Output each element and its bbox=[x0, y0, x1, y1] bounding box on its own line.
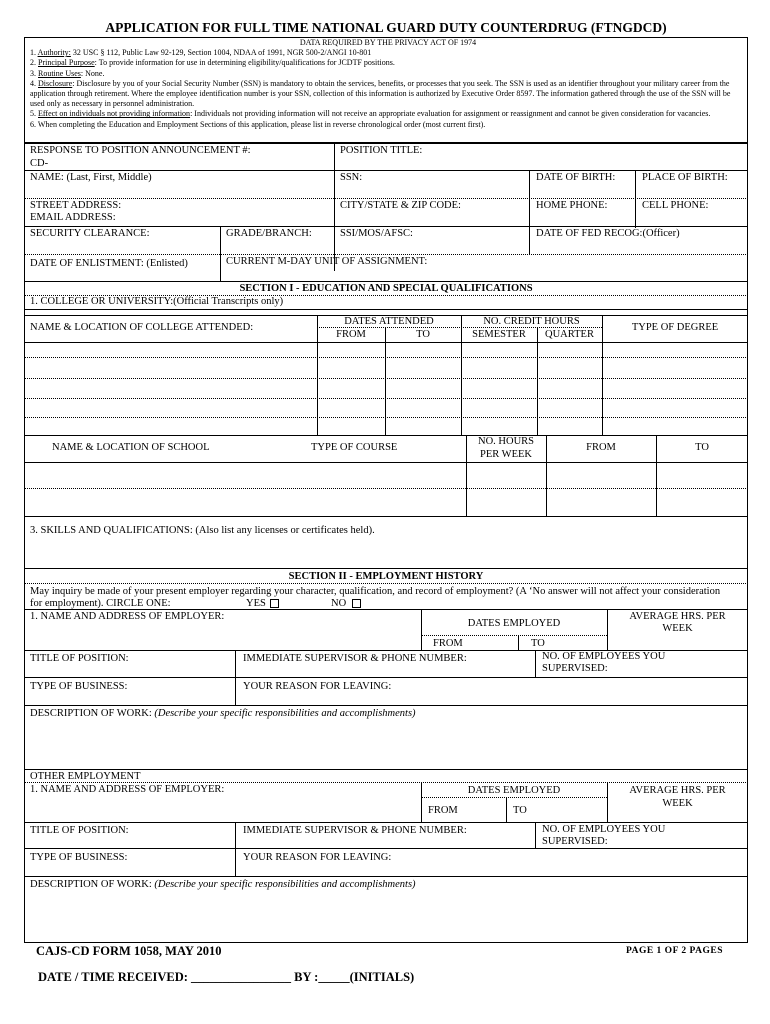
divider bbox=[518, 635, 519, 651]
divider bbox=[607, 782, 608, 822]
divider bbox=[24, 822, 748, 823]
divider bbox=[24, 609, 748, 610]
inquiry-line-1: May inquiry be made of your present employer regarding your character, qualification, and record of employment? (A ‘No answer will not affect your consideration bbox=[30, 586, 721, 597]
school-name-header: NAME & LOCATION OF SCHOOL bbox=[52, 442, 210, 453]
quarter-header: QUARTER bbox=[545, 329, 594, 340]
dates-employed-header: DATES EMPLOYED bbox=[467, 618, 561, 629]
divider bbox=[24, 309, 748, 310]
avg-hours-header-2a: AVERAGE HRS. PER bbox=[629, 785, 726, 796]
employees-supervised-1[interactable]: NO. OF EMPLOYEES YOU bbox=[542, 651, 666, 662]
privacy-act-block bbox=[30, 38, 746, 130]
authority-label: Authority: bbox=[37, 48, 71, 58]
privacy-routine: 3. Routine Uses: None. bbox=[30, 68, 105, 78]
employees-supervised-2: SUPERVISED: bbox=[542, 663, 608, 674]
divider bbox=[466, 435, 467, 516]
security-clearance-field[interactable]: SECURITY CLEARANCE: bbox=[30, 228, 150, 239]
effect-text: : Individuals not providing information will not receive an appropriate evaluation for assignment or reassignment and cannot be given consideration for vacancies. bbox=[190, 109, 711, 119]
reason-leaving-field[interactable]: YOUR REASON FOR LEAVING: bbox=[243, 681, 392, 692]
ssi-mos-afsc-field[interactable]: SSI/MOS/AFSC: bbox=[340, 228, 413, 239]
privacy-disclosure: 4. Disclosure: Disclosure by you of your Social Security Number (SSN) is mandatory to obtain the services, benefits, or processes that you seek. The SSN is used as an identifier throughout your military career from the application through retirement. Where the employee identification number is your SSN, collection of this information is authorized by Executive Order 8597. The information gathered through the use of the SSN will be used only as necessary in personnel administration. bbox=[30, 78, 731, 109]
section-1-title: SECTION I - EDUCATION AND SPECIAL QUALIFICATIONS bbox=[239, 283, 533, 294]
divider bbox=[421, 635, 607, 636]
home-phone-field[interactable]: HOME PHONE: bbox=[536, 200, 608, 211]
authority-text: 32 USC § 112, Public Law 92-129, Section 1004, NDAA of 1991, NGR 500-2/ANGI 10-801 bbox=[70, 48, 372, 58]
privacy-authority: 1. Authority: 32 USC § 112, Public Law 92-129, Section 1004, NDAA of 1991, NGR 500-2/ANGI 10-801 bbox=[30, 48, 372, 58]
divider bbox=[24, 705, 748, 706]
divider bbox=[24, 281, 748, 282]
divider bbox=[535, 822, 536, 848]
no-label: NO bbox=[331, 598, 347, 609]
divider bbox=[537, 327, 538, 435]
to-header: TO bbox=[416, 329, 430, 340]
divider bbox=[24, 342, 748, 343]
employed-to-2[interactable]: TO bbox=[513, 805, 527, 816]
other-employment-heading: OTHER EMPLOYMENT bbox=[30, 771, 141, 782]
divider bbox=[24, 848, 748, 849]
employed-to[interactable]: TO bbox=[531, 638, 545, 649]
divider bbox=[24, 315, 748, 316]
dates-employed-header-2: DATES EMPLOYED bbox=[467, 785, 561, 796]
employer-label-2[interactable]: 1. NAME AND ADDRESS OF EMPLOYER: bbox=[30, 784, 225, 795]
city-state-zip-field[interactable]: CITY/STATE & ZIP CODE: bbox=[340, 200, 461, 211]
business-type-field[interactable]: TYPE OF BUSINESS: bbox=[30, 681, 128, 692]
privacy-purpose: 2. Principal Purpose: To provide information for use in determining eligibility/qualifications for JCDTF positions. bbox=[30, 58, 395, 68]
position-title-label[interactable]: POSITION TITLE: bbox=[340, 145, 423, 156]
divider bbox=[24, 462, 748, 463]
college-label: 1. COLLEGE OR UNIVERSITY:(Official Transcripts only) bbox=[30, 296, 284, 307]
grade-branch-field[interactable]: GRADE/BRANCH: bbox=[226, 228, 312, 239]
privacy-instruction: 6. When completing the Education and Employment Sections of this application, please list in reverse chronological order (most current first). bbox=[30, 119, 486, 129]
divider bbox=[656, 435, 657, 516]
divider bbox=[24, 769, 748, 770]
pob-field[interactable]: PLACE OF BIRTH: bbox=[642, 172, 728, 183]
divider bbox=[24, 568, 748, 569]
divider bbox=[24, 435, 748, 436]
mday-unit-field[interactable]: CURRENT M-DAY UNIT OF ASSIGNMENT: bbox=[226, 256, 428, 267]
college-row[interactable] bbox=[24, 398, 748, 399]
employed-from-2[interactable]: FROM bbox=[428, 805, 458, 816]
divider bbox=[24, 583, 748, 584]
divider bbox=[421, 797, 607, 798]
ssn-field[interactable]: SSN: bbox=[340, 172, 363, 183]
routine-label: Routine Uses bbox=[38, 68, 81, 78]
privacy-heading: DATA REQUIRED BY THE PRIVACY ACT OF 1974 bbox=[299, 38, 477, 47]
divider bbox=[235, 822, 236, 876]
disclosure-label: Disclosure bbox=[38, 78, 73, 88]
divider bbox=[317, 327, 602, 328]
divider bbox=[535, 650, 536, 677]
school-from-header: FROM bbox=[586, 442, 616, 453]
divider bbox=[24, 677, 748, 678]
desc-hint: (Describe your specific responsibilities and accomplishments) bbox=[154, 708, 416, 719]
page-indicator: PAGE 1 OF 2 PAGES bbox=[626, 946, 723, 956]
employees-supervised-2a[interactable]: NO. OF EMPLOYEES YOU bbox=[542, 824, 666, 835]
divider bbox=[24, 295, 748, 296]
purpose-label: Principal Purpose bbox=[38, 58, 95, 68]
section-2-title: SECTION II - EMPLOYMENT HISTORY bbox=[288, 571, 484, 582]
divider bbox=[421, 609, 422, 651]
college-name-header: NAME & LOCATION OF COLLEGE ATTENDED: bbox=[30, 322, 254, 333]
semester-header: SEMESTER bbox=[472, 329, 526, 340]
response-label: RESPONSE TO POSITION ANNOUNCEMENT #: bbox=[30, 145, 251, 156]
work-description-field-2[interactable] bbox=[30, 879, 416, 891]
divider bbox=[334, 143, 335, 271]
course-type-header: TYPE OF COURSE bbox=[311, 442, 398, 453]
yes-label: YES bbox=[246, 598, 266, 609]
response-prefix[interactable]: CD- bbox=[30, 158, 49, 169]
title-of-position-field[interactable]: TITLE OF POSITION: bbox=[30, 653, 129, 664]
hours-per-week-header-2: PER WEEK bbox=[479, 449, 532, 460]
divider bbox=[24, 226, 748, 227]
divider bbox=[635, 170, 636, 228]
avg-hours-header-2: WEEK bbox=[662, 623, 693, 634]
instruction-text: When completing the Education and Employment Sections of this application, please list in reverse chronological order (most current first). bbox=[37, 119, 486, 129]
school-to-header: TO bbox=[695, 442, 709, 453]
disclosure-text: : Disclosure by you of your Social Security Number (SSN) is mandatory to obtain the services, benefits, or processes that you seek. The SSN is used as an identifier throughout your military career from the application through retirement. Where the employee identification number is your SSN, collection of this information is authorized by Executive Order 8597. The information gathered through the use of the SSN will be used only as necessary in personnel administration. bbox=[30, 78, 731, 109]
skills-label[interactable]: 3. SKILLS AND QUALIFICATIONS: (Also list any licenses or certificates held). bbox=[30, 525, 375, 536]
employer-label[interactable]: 1. NAME AND ADDRESS OF EMPLOYER: bbox=[30, 611, 225, 622]
college-row[interactable] bbox=[24, 417, 748, 418]
divider bbox=[24, 254, 748, 255]
no-checkbox[interactable] bbox=[352, 599, 361, 608]
divider bbox=[546, 435, 547, 516]
degree-header: TYPE OF DEGREE bbox=[631, 322, 719, 333]
effect-label: Effect on individuals not providing information bbox=[38, 109, 191, 119]
divider bbox=[607, 609, 608, 651]
employees-supervised-2b: SUPERVISED: bbox=[542, 836, 608, 847]
reason-leaving-field-2[interactable]: YOUR REASON FOR LEAVING: bbox=[243, 852, 392, 863]
desc-label-2: DESCRIPTION OF WORK: bbox=[30, 879, 155, 890]
hours-per-week-header-1: NO. HOURS bbox=[477, 436, 534, 447]
dob-field[interactable]: DATE OF BIRTH: bbox=[536, 172, 616, 183]
supervisor-field[interactable]: IMMEDIATE SUPERVISOR & PHONE NUMBER: bbox=[243, 653, 467, 664]
cell-phone-field[interactable]: CELL PHONE: bbox=[642, 200, 709, 211]
school-row[interactable] bbox=[24, 488, 748, 489]
enlistment-date-field[interactable]: DATE OF ENLISTMENT: (Enlisted) bbox=[30, 258, 188, 269]
divider bbox=[24, 198, 748, 199]
form-title: APPLICATION FOR FULL TIME NATIONAL GUARD DUTY COUNTERDRUG (FTNGDCD) bbox=[105, 20, 667, 35]
privacy-effect: 5. Effect on individuals not providing information: Individuals not providing information will not receive an appropriate evaluation for assignment or reassignment and cannot be given consideration for vacancies. bbox=[30, 109, 711, 119]
street-address-field[interactable]: STREET ADDRESS: bbox=[30, 200, 122, 211]
from-header: FROM bbox=[336, 329, 366, 340]
divider bbox=[506, 797, 507, 822]
yes-checkbox[interactable] bbox=[270, 599, 279, 608]
form-id: CAJS-CD FORM 1058, MAY 2010 bbox=[36, 944, 222, 958]
name-field[interactable]: NAME: (Last, First, Middle) bbox=[30, 172, 152, 183]
inquiry-line-2: for employment). CIRCLE ONE: bbox=[30, 598, 171, 609]
employed-from[interactable]: FROM bbox=[433, 638, 463, 649]
work-description-field[interactable] bbox=[30, 708, 416, 720]
email-address-field[interactable]: EMAIL ADDRESS: bbox=[30, 212, 116, 223]
routine-text: : None. bbox=[80, 68, 105, 78]
supervisor-field-2[interactable]: IMMEDIATE SUPERVISOR & PHONE NUMBER: bbox=[243, 825, 467, 836]
college-row[interactable] bbox=[24, 357, 748, 358]
desc-hint-2: (Describe your specific responsibilities and accomplishments) bbox=[154, 879, 416, 890]
fed-recog-field[interactable]: DATE OF FED RECOG:(Officer) bbox=[536, 228, 680, 239]
avg-hours-header-2b: WEEK bbox=[662, 798, 693, 809]
desc-label: DESCRIPTION OF WORK: bbox=[30, 708, 155, 719]
purpose-text: : To provide information for use in determining eligibility/qualifications for JCDTF positions. bbox=[94, 58, 395, 68]
credit-hours-header: NO. CREDIT HOURS bbox=[483, 316, 580, 327]
avg-hours-header-1: AVERAGE HRS. PER bbox=[629, 611, 726, 622]
title-of-position-field-2[interactable]: TITLE OF POSITION: bbox=[30, 825, 129, 836]
college-row[interactable] bbox=[24, 378, 748, 379]
divider bbox=[529, 226, 530, 254]
divider bbox=[24, 876, 748, 877]
divider bbox=[24, 782, 748, 783]
divider bbox=[385, 327, 386, 435]
divider bbox=[24, 170, 748, 171]
business-type-field-2[interactable]: TYPE OF BUSINESS: bbox=[30, 852, 128, 863]
divider bbox=[529, 170, 530, 228]
divider bbox=[24, 516, 748, 517]
dates-attended-header: DATES ATTENDED bbox=[344, 316, 434, 327]
divider bbox=[421, 782, 422, 822]
date-time-received[interactable]: DATE / TIME RECEIVED: ________________ BY :_____(INITIALS) bbox=[38, 970, 415, 984]
